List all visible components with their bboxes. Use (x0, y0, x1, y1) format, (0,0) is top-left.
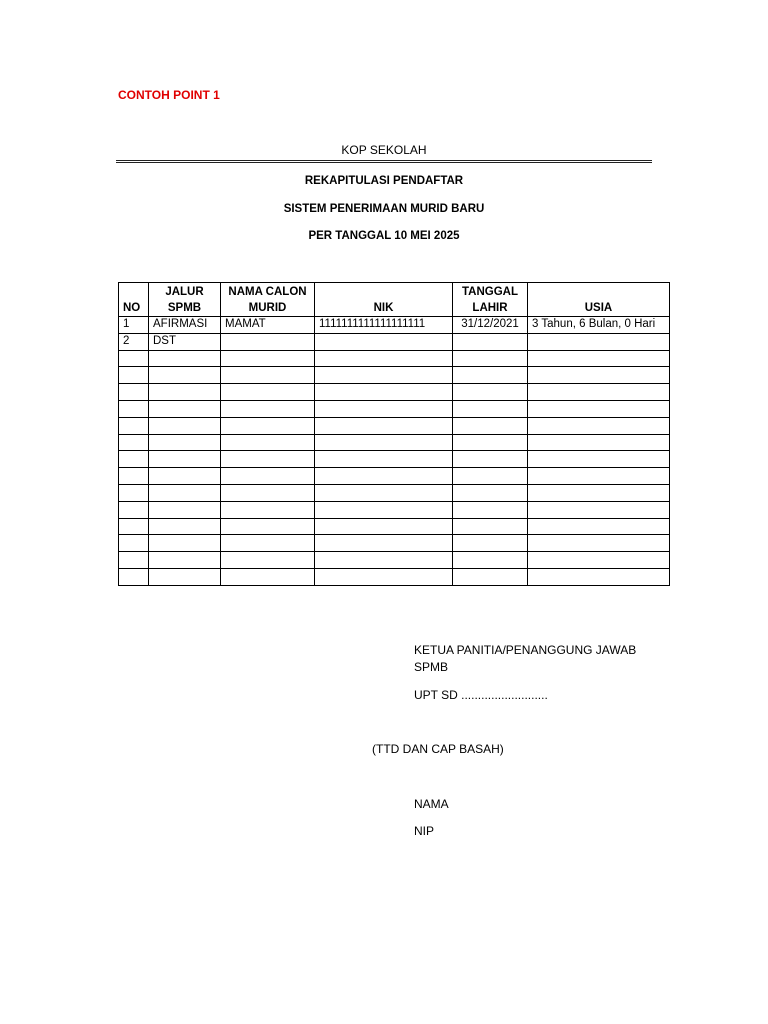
cell-usia: 3 Tahun, 6 Bulan, 0 Hari (528, 317, 670, 334)
cell-tanggal-lahir (453, 501, 528, 518)
cell-usia (528, 434, 670, 451)
cell-nik (315, 333, 453, 350)
cell-nik (315, 384, 453, 401)
cell-usia (528, 501, 670, 518)
cell-jalur (149, 417, 221, 434)
cell-jalur (149, 518, 221, 535)
cell-no (119, 350, 149, 367)
cell-nik (315, 552, 453, 569)
document-subtitle: SISTEM PENERIMAAN MURID BARU (283, 203, 485, 215)
cell-nama (221, 417, 315, 434)
document-title: REKAPITULASI PENDAFTAR (304, 175, 464, 187)
table-row (119, 484, 670, 501)
header-tanggal-lahir: TANGGAL LAHIR (453, 283, 528, 317)
cell-nik (315, 350, 453, 367)
cell-jalur (149, 451, 221, 468)
table-row (119, 417, 670, 434)
cell-jalur (149, 468, 221, 485)
cell-usia (528, 518, 670, 535)
cell-tanggal-lahir (453, 518, 528, 535)
table-row (119, 468, 670, 485)
cell-nama (221, 518, 315, 535)
cell-usia (528, 417, 670, 434)
cell-nik (315, 484, 453, 501)
table-row (119, 535, 670, 552)
cell-tanggal-lahir (453, 400, 528, 417)
cell-nik (315, 501, 453, 518)
cell-jalur (149, 568, 221, 585)
table-row (119, 350, 670, 367)
cell-jalur (149, 400, 221, 417)
cell-jalur (149, 434, 221, 451)
cell-nama (221, 468, 315, 485)
cell-nama (221, 400, 315, 417)
cell-tanggal-lahir (453, 552, 528, 569)
cell-tanggal-lahir (453, 484, 528, 501)
cell-no (119, 501, 149, 518)
cell-jalur: AFIRMASI (149, 317, 221, 334)
table-row (119, 434, 670, 451)
header-nik: NIK (315, 283, 453, 317)
header-nama-calon-murid: NAMA CALON MURID (221, 283, 315, 317)
cell-usia (528, 367, 670, 384)
cell-usia (528, 535, 670, 552)
cell-no (119, 518, 149, 535)
cell-tanggal-lahir (453, 350, 528, 367)
signatory-role-continued: SPMB (414, 660, 449, 674)
cell-jalur: DST (149, 333, 221, 350)
table-row (119, 400, 670, 417)
header-no: NO (119, 283, 149, 317)
table-row (119, 568, 670, 585)
table-body (119, 317, 670, 586)
cell-tanggal-lahir (453, 451, 528, 468)
cell-nama (221, 451, 315, 468)
cell-tanggal-lahir (453, 568, 528, 585)
cell-nama (221, 535, 315, 552)
cell-nama (221, 333, 315, 350)
signatory-nip-label: NIP (414, 824, 435, 838)
cell-no (119, 367, 149, 384)
registrant-table (118, 282, 670, 586)
cell-nik: 1111111111111111111 (315, 317, 453, 334)
cell-jalur (149, 484, 221, 501)
table-row (119, 501, 670, 518)
cell-nik (315, 417, 453, 434)
cell-nik (315, 535, 453, 552)
cell-tanggal-lahir (453, 367, 528, 384)
cell-no (119, 384, 149, 401)
cell-usia (528, 568, 670, 585)
cell-no (119, 451, 149, 468)
cell-nama (221, 552, 315, 569)
table-row (119, 451, 670, 468)
table-row (119, 518, 670, 535)
cell-nama (221, 501, 315, 518)
cell-no (119, 468, 149, 485)
school-name-line: UPT SD .......................... (414, 688, 548, 702)
school-letterhead: KOP SEKOLAH (341, 143, 427, 157)
cell-nama (221, 350, 315, 367)
cell-tanggal-lahir (453, 384, 528, 401)
cell-nik (315, 518, 453, 535)
cell-jalur (149, 552, 221, 569)
table-row (119, 384, 670, 401)
cell-jalur (149, 350, 221, 367)
cell-usia (528, 552, 670, 569)
cell-usia (528, 484, 670, 501)
cell-nik (315, 367, 453, 384)
cell-usia (528, 384, 670, 401)
document-date-line: PER TANGGAL 10 MEI 2025 (308, 230, 460, 242)
cell-tanggal-lahir (453, 417, 528, 434)
cell-no (119, 568, 149, 585)
cell-nik (315, 451, 453, 468)
cell-no (119, 434, 149, 451)
cell-tanggal-lahir (453, 434, 528, 451)
cell-tanggal-lahir (453, 468, 528, 485)
cell-no (119, 552, 149, 569)
cell-jalur (149, 501, 221, 518)
signature-stamp-note: (TTD DAN CAP BASAH) (372, 742, 504, 756)
table-row (119, 367, 670, 384)
cell-jalur (149, 367, 221, 384)
table-row (119, 552, 670, 569)
table-header-row (119, 283, 670, 317)
cell-nama (221, 384, 315, 401)
sample-label: CONTOH POINT 1 (118, 88, 220, 102)
cell-usia (528, 333, 670, 350)
header-jalur-spmb: JALUR SPMB (149, 283, 221, 317)
cell-no: 1 (119, 317, 149, 334)
cell-usia (528, 451, 670, 468)
table-row (119, 317, 670, 334)
letterhead-divider (116, 160, 652, 161)
cell-usia (528, 468, 670, 485)
cell-jalur (149, 535, 221, 552)
header-usia: USIA (528, 283, 670, 317)
table-row (119, 333, 670, 350)
cell-nama (221, 568, 315, 585)
cell-usia (528, 400, 670, 417)
cell-no (119, 484, 149, 501)
cell-nik (315, 568, 453, 585)
letterhead-divider-secondary (116, 162, 652, 163)
signatory-role: KETUA PANITIA/PENANGGUNG JAWAB (414, 643, 637, 657)
cell-nama (221, 484, 315, 501)
cell-nik (315, 468, 453, 485)
cell-usia (528, 350, 670, 367)
cell-tanggal-lahir (453, 535, 528, 552)
cell-tanggal-lahir: 31/12/2021 (453, 317, 528, 334)
cell-nik (315, 434, 453, 451)
cell-nama (221, 434, 315, 451)
cell-nama: MAMAT (221, 317, 315, 334)
cell-no (119, 535, 149, 552)
cell-tanggal-lahir (453, 333, 528, 350)
cell-jalur (149, 384, 221, 401)
cell-no: 2 (119, 333, 149, 350)
signatory-name-label: NAMA (414, 797, 449, 811)
cell-no (119, 400, 149, 417)
cell-nik (315, 400, 453, 417)
cell-nama (221, 367, 315, 384)
cell-no (119, 417, 149, 434)
